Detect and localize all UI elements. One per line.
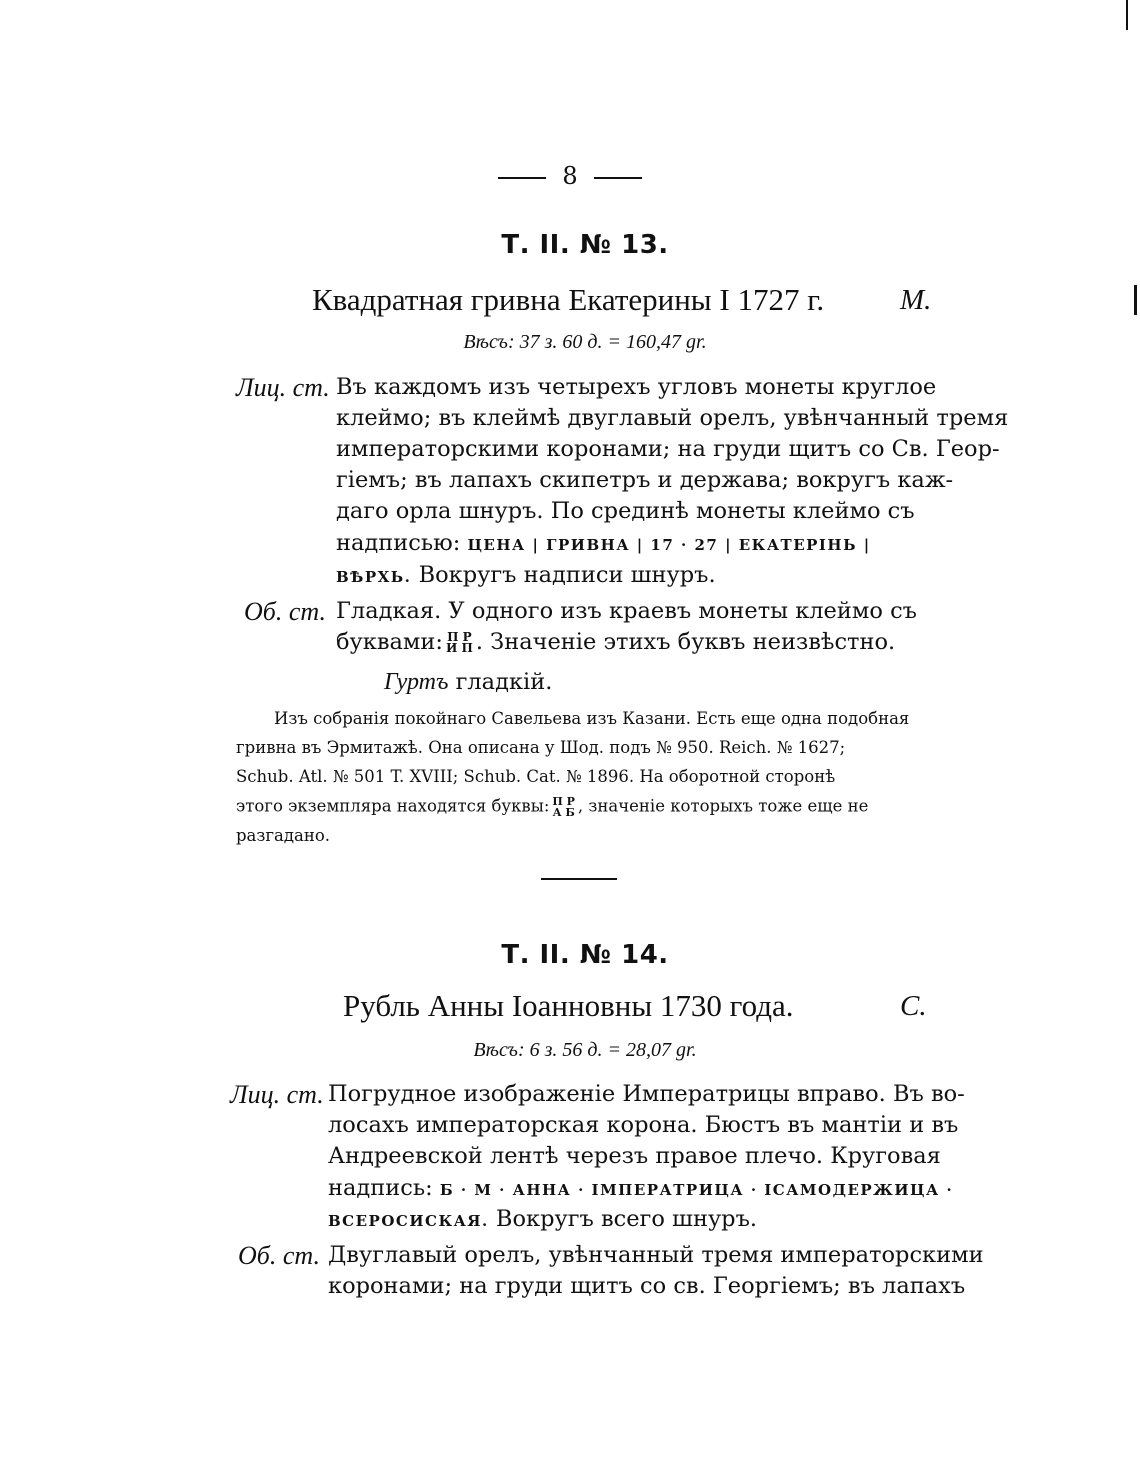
inscription-13-a: ЦЕНА | ГРИВНА | 17 · 27 | ЕКАТЕРІНЬ |	[467, 536, 871, 554]
obverse-line-13-4: гіемъ; въ лапахъ скипетръ и держава; вокругъ каж-	[336, 467, 954, 493]
obverse-line-14-4-text: надпись:	[328, 1175, 433, 1201]
obverse-line-13-7	[336, 562, 716, 588]
edge-text-13: гладкій.	[455, 669, 553, 695]
obverse-line-14-5	[328, 1206, 757, 1232]
reverse-line-13-2-after: . Значеніе этихъ буквъ неизвѣстно.	[475, 629, 896, 655]
rarity-mark-13: М.	[900, 284, 932, 316]
plate-heading-14: Т. II. № 14.	[501, 940, 669, 970]
weight-line-13: Вѣсъ: 37 з. 60 д. = 160,47 gr.	[463, 331, 707, 353]
obverse-line-13-7-text: Вокругъ надписи шнуръ.	[418, 562, 716, 588]
edge-label-13: Гуртъ	[384, 669, 449, 695]
note-line-13-4-before: этого экземпляра находятся буквы:	[236, 796, 550, 816]
reverse-line-13-2-before: буквами:	[336, 629, 444, 655]
note-letters-fraction-13	[552, 796, 575, 818]
obverse-line-14-1: Погрудное изображеніе Императрицы вправо. Въ во-	[328, 1081, 965, 1107]
obverse-line-13-1: Въ каждомъ изъ четырехъ угловъ монеты круглое	[336, 374, 937, 400]
page-number-dash-left	[498, 177, 546, 179]
note-line-13-3: Schub. Atl. № 501 T. XVIII; Schub. Cat. № 1896. На оборотной сторонѣ	[236, 767, 836, 786]
page-number-dash-right	[594, 177, 642, 179]
page-number	[0, 162, 1140, 190]
note-line-13-5: разгадано.	[236, 826, 331, 845]
note-letters-fraction-13-bottom: А Б	[552, 806, 575, 819]
letters-fraction-13-top: П Р	[447, 630, 472, 644]
page-number-value: 8	[562, 162, 578, 190]
plate-heading-13: Т. II. № 13.	[501, 230, 669, 260]
reverse-line-14-2: коронами; на груди щитъ со св. Георгіемъ; въ лапахъ	[328, 1273, 966, 1299]
obverse-line-13-2: клеймо; въ клеймѣ двуглавый орелъ, увѣнчанный тремя	[336, 405, 1009, 431]
reverse-line-13-1: Гладкая. У одного изъ краевъ монеты клеймо съ	[336, 598, 917, 624]
obverse-line-13-5: даго орла шнуръ. По срединѣ монеты клеймо съ	[336, 498, 915, 524]
obverse-line-14-5-text: Вокругъ всего шнуръ.	[495, 1206, 758, 1232]
obverse-line-14-3: Андреевской лентѣ черезъ правое плечо. Круговая	[328, 1143, 941, 1169]
edge-line-13	[384, 669, 552, 696]
inscription-14-b: ВСЕРОСИСКАЯ.	[328, 1212, 489, 1230]
obverse-label-13: Лиц. ст.	[236, 373, 330, 402]
scan-mark-side	[1134, 285, 1137, 315]
inscription-13-b: ВѢРХЬ.	[336, 568, 412, 586]
reverse-label-13: Об. ст.	[244, 597, 326, 626]
note-line-13-2: гривна въ Эрмитажѣ. Она описана у Шод. подъ № 950. Reich. № 1627;	[236, 738, 846, 757]
obverse-line-14-4	[328, 1175, 953, 1201]
obverse-line-13-3: императорскими коронами; на груди щитъ со Св. Геор-	[336, 436, 1000, 462]
obverse-line-13-6	[336, 530, 871, 556]
obverse-line-13-6-text: надписью:	[336, 530, 461, 556]
obverse-line-14-2: лосахъ императорская корона. Бюстъ въ мантіи и въ	[328, 1112, 959, 1138]
note-line-13-1: Изъ собранія покойнаго Савельева изъ Казани. Есть еще одна подобная	[274, 709, 910, 728]
coin-title-13: Квадратная гривна Екатерины I 1727 г.	[312, 282, 825, 317]
reverse-label-14: Об. ст.	[238, 1241, 320, 1270]
letters-fraction-13	[446, 632, 473, 654]
rarity-mark-14: С.	[900, 990, 927, 1022]
scan-mark-top	[1126, 0, 1128, 30]
inscription-14-a: Б · М · АННА · ІМПЕРАТРИЦА · ІСАМОДЕРЖИЦА ·	[439, 1181, 954, 1199]
obverse-label-14: Лиц. ст.	[230, 1080, 324, 1109]
weight-line-14: Вѣсъ: 6 з. 56 д. = 28,07 gr.	[473, 1039, 697, 1061]
note-line-13-4-after: , значеніе которыхъ тоже еще не	[577, 796, 869, 816]
note-letters-fraction-13-top: П Р	[552, 795, 575, 808]
reverse-line-14-1: Двуглавый орелъ, увѣнчанный тремя императорскими	[328, 1242, 984, 1268]
note-line-13-4	[236, 796, 868, 818]
section-separator	[541, 878, 617, 880]
letters-fraction-13-bottom: И П	[446, 641, 473, 655]
reverse-line-13-2	[336, 629, 895, 655]
coin-title-14: Рубль Анны Іоанновны 1730 года.	[343, 988, 794, 1023]
